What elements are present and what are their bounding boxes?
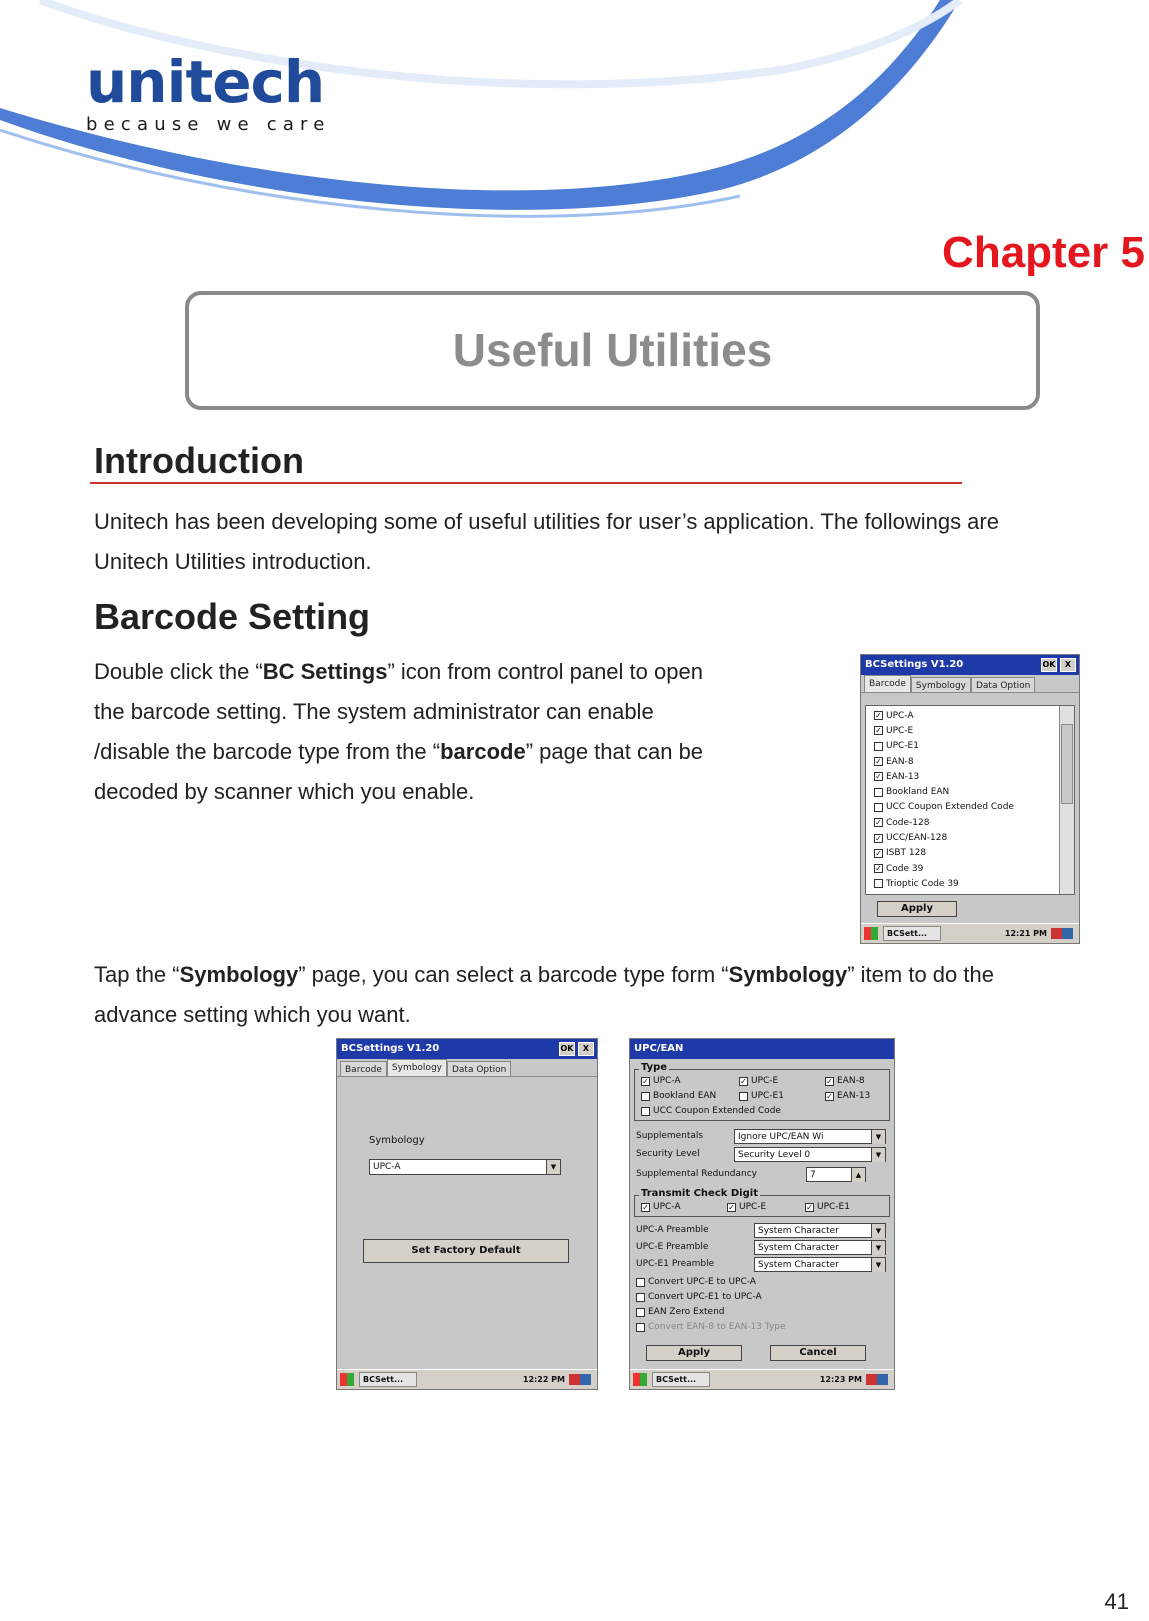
stepper-icon[interactable]: ▲ <box>851 1168 865 1182</box>
checkbox[interactable] <box>874 788 883 797</box>
checkbox[interactable]: ✓ <box>875 726 882 736</box>
clock: 12:21 PM <box>1004 929 1047 938</box>
checkbox[interactable]: ✓ <box>875 818 882 828</box>
checkbox[interactable]: ✓ <box>875 864 882 874</box>
barcode-checkbox-row[interactable] <box>866 769 1074 784</box>
tab-strip <box>861 675 1079 693</box>
supplementals-label: Supplementals <box>636 1131 704 1141</box>
introduction-heading: Introduction <box>94 440 304 481</box>
tray-icons[interactable] <box>1051 928 1073 939</box>
brand-tagline: because we care <box>86 114 331 135</box>
window-title: BCSettings V1.20 <box>341 1043 440 1054</box>
scrollbar-thumb[interactable] <box>1061 724 1073 804</box>
taskbar <box>861 923 1079 943</box>
symbology-label: Symbology <box>369 1135 425 1146</box>
security-level-select[interactable]: Security Level 0 ▼ <box>734 1147 886 1162</box>
type-checkbox[interactable]: ✓ EAN-8 <box>826 1076 865 1086</box>
chevron-down-icon[interactable]: ▼ <box>871 1241 885 1255</box>
apply-button[interactable]: Apply <box>646 1345 742 1361</box>
checkbox-label: ISBT 128 <box>886 848 927 859</box>
checkbox-label: EAN-13 <box>886 771 920 782</box>
checkbox-label: Trioptic Code 39 <box>886 878 959 889</box>
barcode-paragraph-1 <box>94 652 703 812</box>
taskbar-task[interactable]: BCSett... <box>883 926 941 941</box>
barcode-checkbox-row[interactable] <box>866 708 1074 723</box>
barcode-checkbox-row[interactable] <box>866 754 1074 769</box>
checkbox[interactable]: ✓ <box>875 711 882 721</box>
bp1-line-2: the barcode setting. The system administrator can enable <box>94 699 654 724</box>
window-title: BCSettings V1.20 <box>865 659 964 670</box>
checkbox-label: Code-128 <box>886 817 930 828</box>
symbology-value: UPC-A <box>373 1162 401 1172</box>
checkbox[interactable] <box>874 803 883 812</box>
start-icon[interactable] <box>633 1373 647 1386</box>
barcode-checkbox-row[interactable] <box>866 846 1074 861</box>
intro-line-2: Unitech Utilities introduction. <box>94 549 372 574</box>
introduction-paragraph <box>94 502 999 582</box>
unitech-logo <box>86 48 331 135</box>
tab-barcode[interactable]: Barcode <box>340 1061 387 1076</box>
preamble-select[interactable]: System Character ▼ <box>754 1240 886 1255</box>
start-icon[interactable] <box>864 927 878 940</box>
screenshot-upc-ean <box>629 1038 895 1390</box>
bc-settings-term: BC Settings <box>262 659 388 684</box>
bp1-line-4: decoded by scanner which you enable. <box>94 779 475 804</box>
symbology-select[interactable] <box>369 1159 561 1175</box>
convert-checkbox[interactable]: Convert UPC-E to UPC-A <box>636 1277 756 1287</box>
supplementals-select[interactable]: Ignore UPC/EAN Wi ▼ <box>734 1129 886 1144</box>
window-title: UPC/EAN <box>634 1043 684 1054</box>
barcode-checkbox-row[interactable] <box>866 739 1074 754</box>
barcode-checkbox-row[interactable] <box>866 876 1074 891</box>
bp2-line-1: Tap the “Symbology” page, you can select a barcode type form “Symbology” item to do the <box>94 962 994 987</box>
barcode-checkbox-row[interactable] <box>866 723 1074 738</box>
tab-data-option[interactable]: Data Option <box>447 1061 511 1076</box>
chevron-down-icon[interactable]: ▼ <box>871 1224 885 1238</box>
section-title-box <box>185 291 1040 410</box>
preamble-select[interactable]: System Character ▼ <box>754 1257 886 1272</box>
window-titlebar <box>861 655 1079 675</box>
type-checkbox[interactable]: ✓ EAN-13 <box>826 1091 871 1101</box>
transmit-group-caption: Transmit Check Digit <box>641 1188 758 1199</box>
clock: 12:22 PM <box>522 1375 565 1384</box>
barcode-checkbox-row[interactable] <box>866 815 1074 830</box>
close-button[interactable]: X <box>1060 658 1076 672</box>
symbology-term-2: Symbology <box>728 962 848 987</box>
close-button[interactable]: X <box>578 1042 594 1056</box>
barcode-checkbox-row[interactable] <box>866 784 1074 799</box>
checkbox-label: UCC Coupon Extended Code <box>886 802 1014 813</box>
type-group <box>634 1062 890 1121</box>
checkbox[interactable] <box>874 742 883 751</box>
bp1-line-3: /disable the barcode type from the “barcode” page that can be <box>94 739 704 764</box>
page-number: 41 <box>1104 1589 1129 1614</box>
checkbox[interactable]: ✓ <box>875 848 882 858</box>
start-icon[interactable] <box>340 1373 354 1386</box>
barcode-checkbox-row[interactable] <box>866 800 1074 815</box>
preamble-label: UPC-A Preamble <box>636 1225 709 1235</box>
checkbox-label: UPC-E <box>886 725 914 736</box>
transmit-checkbox[interactable]: ✓ UPC-E1 <box>806 1202 850 1212</box>
transmit-checkbox[interactable]: ✓ UPC-E <box>728 1202 767 1212</box>
checkbox-label: Bookland EAN <box>886 787 950 798</box>
redundancy-label: Supplemental Redundancy <box>636 1169 758 1179</box>
apply-button[interactable]: Apply <box>877 901 957 917</box>
set-factory-default-button[interactable]: Set Factory Default <box>363 1239 569 1263</box>
tab-barcode[interactable]: Barcode <box>864 675 911 692</box>
bp1-line-1: Double click the “BC Settings” icon from control panel to open <box>94 659 703 684</box>
barcode-term: barcode <box>440 739 526 764</box>
barcode-list <box>865 705 1075 895</box>
type-checkbox[interactable]: UPC-E1 <box>739 1091 784 1101</box>
chapter-label: Chapter 5 <box>942 228 1145 277</box>
type-checkbox[interactable]: ✓ UPC-E <box>740 1076 779 1086</box>
checkbox-label: EAN-8 <box>886 756 914 767</box>
ok-button[interactable]: OK <box>559 1042 575 1056</box>
chevron-down-icon[interactable]: ▼ <box>871 1148 885 1162</box>
transmit-group <box>634 1188 890 1217</box>
screenshot-barcode-tab <box>860 654 1080 944</box>
heading-rule <box>90 482 962 484</box>
window-titlebar <box>337 1039 597 1059</box>
intro-line-1: Unitech has been developing some of useful utilities for user’s application. The followings are <box>94 509 999 534</box>
taskbar-task[interactable]: BCSett... <box>652 1372 710 1387</box>
tab-strip <box>337 1059 597 1077</box>
convert-checkbox[interactable]: EAN Zero Extend <box>636 1307 725 1317</box>
chevron-down-icon[interactable]: ▼ <box>871 1130 885 1144</box>
checkbox[interactable]: ✓ <box>875 772 882 782</box>
convert-checkbox[interactable]: Convert UPC-E1 to UPC-A <box>636 1292 762 1302</box>
tab-symbology[interactable]: Symbology <box>387 1059 447 1076</box>
preamble-label: UPC-E1 Preamble <box>636 1259 715 1269</box>
ok-button[interactable]: OK <box>1041 658 1057 672</box>
barcode-checkbox-row[interactable] <box>866 861 1074 876</box>
checkbox[interactable]: ✓ <box>875 757 882 767</box>
taskbar-task[interactable]: BCSett... <box>359 1372 417 1387</box>
convert-checkbox[interactable]: Convert EAN-8 to EAN-13 Type <box>636 1322 786 1332</box>
tab-data-option[interactable]: Data Option <box>971 677 1035 692</box>
preamble-label: UPC-E Preamble <box>636 1242 709 1252</box>
tray-icons[interactable] <box>569 1374 591 1385</box>
bp2-line-2: advance setting which you want. <box>94 1002 411 1027</box>
checkbox-label: UCC/EAN-128 <box>886 833 948 844</box>
section-title: Useful Utilities <box>452 324 773 376</box>
chevron-down-icon[interactable]: ▼ <box>871 1258 885 1272</box>
type-checkbox[interactable]: Bookland EAN <box>641 1091 716 1101</box>
type-group-caption: Type <box>641 1062 668 1073</box>
checkbox[interactable] <box>874 879 883 888</box>
security-level-label: Security Level <box>636 1149 700 1159</box>
checkbox-label: UPC-A <box>886 710 914 721</box>
taskbar <box>630 1369 894 1389</box>
cancel-button[interactable]: Cancel <box>770 1345 866 1361</box>
preamble-select[interactable]: System Character ▼ <box>754 1223 886 1238</box>
redundancy-stepper[interactable]: 7 ▲ <box>806 1167 866 1182</box>
checkbox-label: UPC-E1 <box>886 741 919 752</box>
tray-icons[interactable] <box>866 1374 888 1385</box>
checkbox-label: Code 39 <box>886 863 924 874</box>
checkbox[interactable]: ✓ <box>875 833 882 843</box>
barcode-paragraph-2 <box>94 955 994 1035</box>
barcode-setting-heading: Barcode Setting <box>94 596 371 637</box>
tab-symbology[interactable]: Symbology <box>911 677 971 692</box>
list-scrollbar[interactable] <box>1059 706 1074 894</box>
brand-name: unitech <box>86 48 325 116</box>
taskbar <box>337 1369 597 1389</box>
clock: 12:23 PM <box>819 1375 862 1384</box>
symbology-term: Symbology <box>179 962 299 987</box>
transmit-checkbox[interactable]: ✓ UPC-A <box>642 1202 681 1212</box>
barcode-checkbox-row[interactable] <box>866 830 1074 845</box>
window-titlebar <box>630 1039 894 1059</box>
type-checkbox[interactable]: ✓ UPC-A <box>642 1076 681 1086</box>
type-checkbox[interactable]: UCC Coupon Extended Code <box>641 1106 781 1116</box>
chevron-down-icon[interactable]: ▼ <box>546 1160 560 1174</box>
screenshot-symbology-tab <box>336 1038 598 1390</box>
